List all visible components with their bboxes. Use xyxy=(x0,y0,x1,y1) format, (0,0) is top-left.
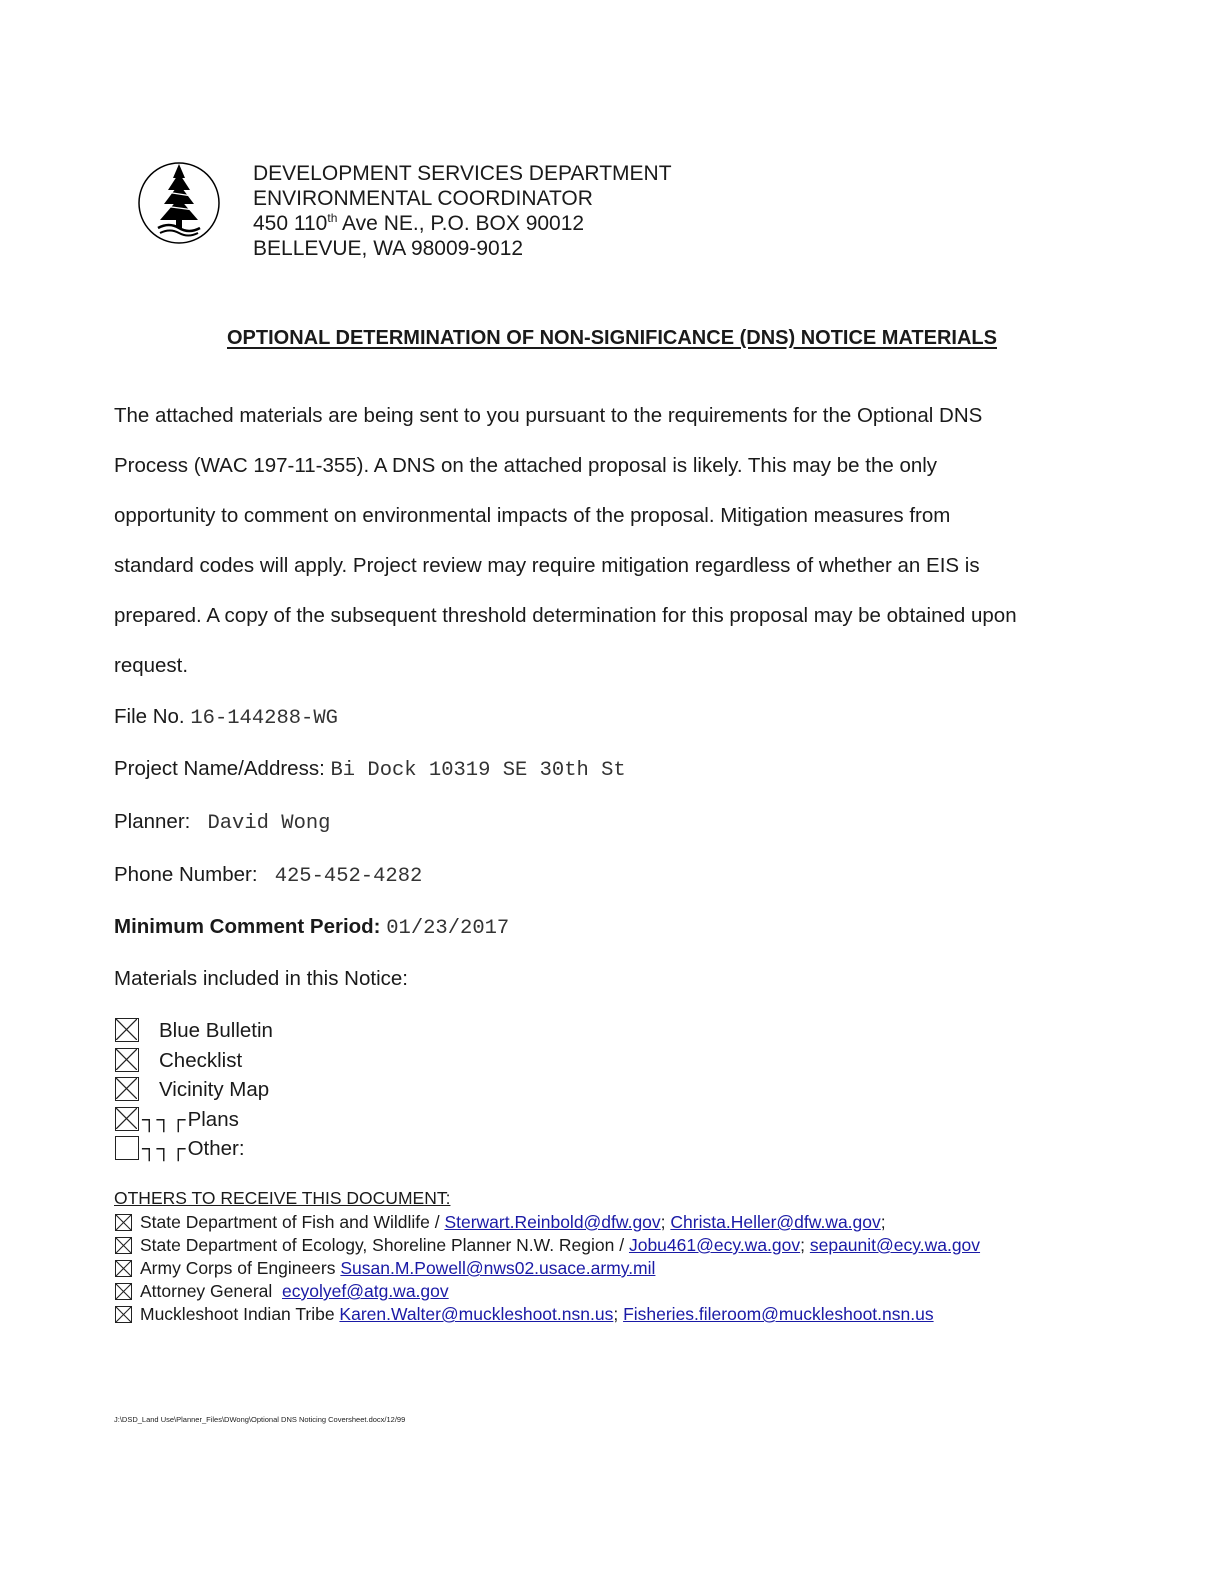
recipient-email-link[interactable]: Karen.Walter@muckleshoot.nsn.us xyxy=(339,1304,614,1324)
recipient-email-link[interactable]: sepaunit@ecy.wa.gov xyxy=(809,1235,981,1255)
material-item-checklist xyxy=(115,1048,242,1076)
recipient-muckleshoot-tribe xyxy=(115,1304,934,1325)
project-value: Bi Dock 10319 SE 30th St xyxy=(330,759,626,782)
recipient-army-corps xyxy=(115,1258,655,1279)
paragraph-line: request. xyxy=(114,654,189,677)
paragraph-line: Process (WAC 197-11-355). A DNS on the attached proposal is likely. This may be the only xyxy=(114,454,938,477)
recipient-fish-and-wildlife xyxy=(115,1212,886,1233)
recipient-name: Muckleshoot Indian Tribe xyxy=(140,1304,340,1324)
project-label: Project Name/Address: xyxy=(114,757,325,780)
material-item-plans xyxy=(115,1107,239,1135)
paragraph-line: prepared. A copy of the subsequent threshold determination for this proposal may be obtained upon xyxy=(114,604,1017,627)
seal-icon xyxy=(134,158,224,248)
material-label: Checklist xyxy=(159,1049,243,1072)
recipient-name: State Department of Fish and Wildlife / xyxy=(140,1212,445,1232)
address-ordinal-suffix: th xyxy=(327,211,338,225)
material-label: Other: xyxy=(187,1137,245,1160)
document-title: OPTIONAL DETERMINATION OF NON-SIGNIFICANCE (DNS) NOTICE MATERIALS xyxy=(227,327,997,349)
file-number-label: File No. xyxy=(114,705,185,728)
footer-file-path: J:\DSD_Land Use\Planner_Files\DWong\Optional DNS Noticing Coversheet.docx/12/99 xyxy=(114,1415,406,1424)
phone-row xyxy=(114,863,422,888)
email-trailing-punctuation: ; xyxy=(880,1212,886,1232)
letterhead-city-state-zip: BELLEVUE, WA 98009-9012 xyxy=(253,237,524,260)
recipient-name: State Department of Ecology, Shoreline Planner N.W. Region / xyxy=(140,1235,629,1255)
stray-glyphs: ┐┐┌ xyxy=(142,1108,186,1131)
stray-glyphs: ┐┐┌ xyxy=(142,1137,186,1160)
recipient-name: Army Corps of Engineers xyxy=(140,1258,341,1278)
comment-period-label: Minimum Comment Period: xyxy=(114,915,381,938)
recipient-attorney-general xyxy=(115,1281,449,1302)
planner-row xyxy=(114,810,330,835)
address-number: 450 110 xyxy=(253,212,328,235)
checked-box-icon[interactable] xyxy=(115,1048,139,1072)
address-street: Ave NE., P.O. BOX 90012 xyxy=(337,212,585,235)
city-of-bellevue-seal-logo xyxy=(134,158,224,248)
material-item-blue-bulletin xyxy=(115,1018,273,1046)
paragraph-line: The attached materials are being sent to you pursuant to the requirements for the Optional DNS xyxy=(114,404,983,427)
paragraph-line: opportunity to comment on environmental impacts of the proposal. Mitigation measures from xyxy=(114,504,951,527)
letterhead-street-address xyxy=(253,211,584,237)
checked-box-icon[interactable] xyxy=(115,1237,132,1254)
email-separator: ; xyxy=(660,1212,671,1232)
recipient-email-link[interactable]: Jobu461@ecy.wa.gov xyxy=(628,1235,801,1255)
comment-period-value: 01/23/2017 xyxy=(386,917,510,940)
planner-value: David Wong xyxy=(207,812,331,835)
recipient-email-link[interactable]: ecyolyef@atg.wa.gov xyxy=(282,1281,449,1301)
letterhead-department: DEVELOPMENT SERVICES DEPARTMENT xyxy=(253,162,672,185)
material-item-other xyxy=(115,1136,245,1164)
checked-box-icon[interactable] xyxy=(115,1283,132,1300)
checked-box-icon[interactable] xyxy=(115,1018,139,1042)
recipient-name: Attorney General xyxy=(140,1281,283,1301)
materials-label: Materials included in this Notice: xyxy=(114,967,408,990)
phone-value: 425-452-4282 xyxy=(274,865,423,888)
recipients-heading: OTHERS TO RECEIVE THIS DOCUMENT: xyxy=(114,1188,451,1208)
recipient-email-link[interactable]: Fisheries.fileroom@muckleshoot.nsn.us xyxy=(623,1304,934,1324)
planner-label: Planner: xyxy=(114,810,191,833)
project-row xyxy=(114,757,626,782)
recipient-email-link[interactable]: Christa.Heller@dfw.wa.gov xyxy=(670,1212,881,1232)
recipient-ecology xyxy=(115,1235,980,1256)
checked-box-icon[interactable] xyxy=(115,1077,139,1101)
material-item-vicinity-map xyxy=(115,1077,269,1105)
empty-box-icon[interactable] xyxy=(115,1136,139,1160)
material-label: Blue Bulletin xyxy=(159,1019,273,1042)
checked-box-icon[interactable] xyxy=(115,1306,132,1323)
email-separator: ; xyxy=(800,1235,810,1255)
recipient-email-link[interactable]: Sterwart.Reinbold@dfw.gov xyxy=(444,1212,661,1232)
checked-box-icon[interactable] xyxy=(115,1107,139,1131)
comment-period-row xyxy=(114,915,509,940)
checked-box-icon[interactable] xyxy=(115,1214,132,1231)
material-label: Vicinity Map xyxy=(159,1078,270,1101)
file-number-row xyxy=(114,705,338,730)
material-label: Plans xyxy=(187,1108,239,1131)
email-separator: ; xyxy=(613,1304,624,1324)
file-number-value: 16-144288-WG xyxy=(190,707,338,730)
recipient-email-link[interactable]: Susan.M.Powell@nws02.usace.army.mil xyxy=(340,1258,656,1278)
checked-box-icon[interactable] xyxy=(115,1260,132,1277)
phone-label: Phone Number: xyxy=(114,863,258,886)
letterhead-coordinator: ENVIRONMENTAL COORDINATOR xyxy=(253,187,593,210)
paragraph-line: standard codes will apply. Project review may require mitigation regardless of whether an EIS is xyxy=(114,554,980,577)
